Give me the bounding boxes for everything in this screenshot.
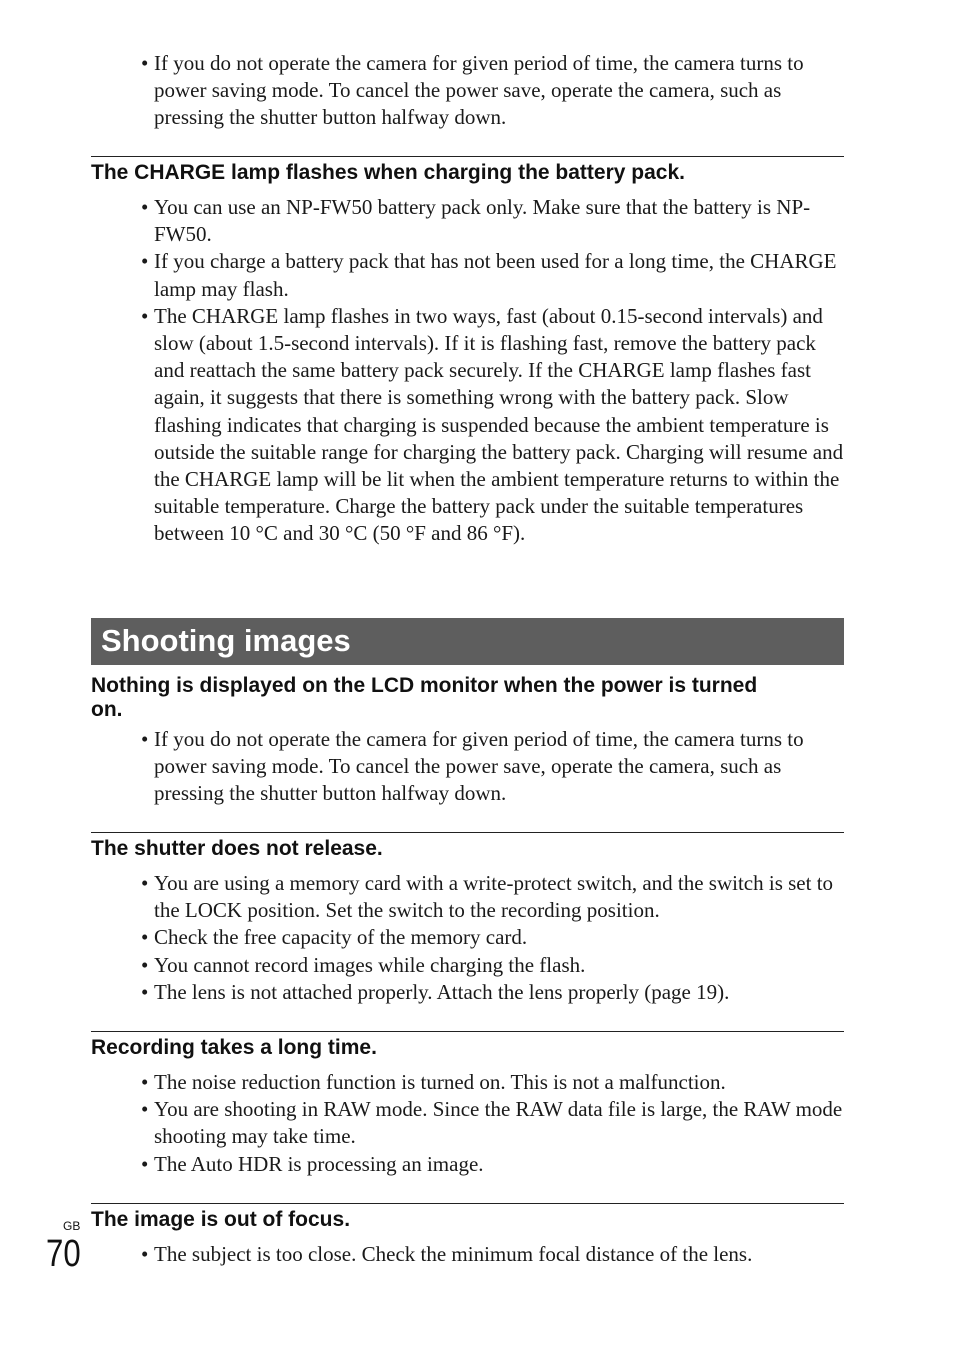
bullet-item: • If you do not operate the camera for given period of time, the camera turns to power saving mode. To cancel the power save, operate the camera, such as pressing the shutter button halfway down. — [0, 50, 954, 132]
bullet-item: • The CHARGE lamp flashes in two ways, fast (about 0.15-second intervals) and slow (about 1.5-second intervals). If it is flashing fast, remove the battery pack and reattach the same battery pack securely. If the CHARGE lamp flashes fast again, it suggests that there is something wrong with the battery pack. Slow flashing indicates that charging is suspended because the ambient temperature is outside the suitable range for charging the battery pack. Charging will resume and the CHARGE lamp will be lit when the ambient temperature returns to within the suitable temperature. Charge the battery pack under the suitable temperatures between 10 °C and 30 °C (50 °F and 86 °F). — [0, 303, 954, 548]
section-divider — [91, 832, 844, 833]
bullet-item: • You cannot record images while charging the flash. — [0, 952, 954, 979]
bullet-item: • The subject is too close. Check the minimum focal distance of the lens. — [0, 1241, 954, 1268]
focus-bullet-list — [0, 1241, 954, 1268]
recording-bullet-list — [0, 1069, 954, 1178]
section-divider — [91, 1031, 844, 1032]
recording-section — [0, 1069, 954, 1178]
charge-section — [0, 194, 954, 548]
shutter-heading: The shutter does not release. — [91, 837, 383, 860]
lcd-section — [0, 726, 954, 808]
bullet-item: • You are shooting in RAW mode. Since the RAW data file is large, the RAW mode shooting may take time. — [0, 1096, 954, 1150]
section-title: Shooting images — [101, 623, 351, 658]
lcd-bullet-list — [0, 726, 954, 808]
page-number: 70 — [46, 1233, 81, 1275]
lcd-heading: Nothing is displayed on the LCD monitor when the power is turned on. — [91, 674, 758, 721]
bullet-item: • You can use an NP-FW50 battery pack only. Make sure that the battery is NP-FW50. — [0, 194, 954, 248]
bullet-item: • The lens is not attached properly. Attach the lens properly (page 19). — [0, 979, 954, 1006]
bullet-item: • If you do not operate the camera for given period of time, the camera turns to power saving mode. To cancel the power save, operate the camera, such as pressing the shutter button halfway down. — [0, 726, 954, 808]
shutter-bullet-list — [0, 870, 954, 1006]
bullet-item: • The noise reduction function is turned on. This is not a malfunction. — [0, 1069, 954, 1096]
intro-section — [0, 50, 954, 132]
focus-heading: The image is out of focus. — [91, 1208, 351, 1231]
section-banner — [91, 618, 844, 665]
bullet-item: • You are using a memory card with a write-protect switch, and the switch is set to the LOCK position. Set the switch to the recording position. — [0, 870, 954, 924]
bullet-item: • The Auto HDR is processing an image. — [0, 1151, 954, 1178]
focus-section — [0, 1241, 954, 1268]
charge-heading: The CHARGE lamp flashes when charging the battery pack. — [91, 161, 685, 184]
charge-bullet-list — [0, 194, 954, 548]
section-divider — [91, 156, 844, 157]
bullet-item: • If you charge a battery pack that has not been used for a long time, the CHARGE lamp may flash. — [0, 248, 954, 302]
bullet-item: • Check the free capacity of the memory card. — [0, 924, 954, 951]
intro-bullet-list — [0, 50, 954, 132]
region-code: GB — [63, 1219, 81, 1233]
shutter-section — [0, 870, 954, 1006]
section-divider — [91, 1203, 844, 1204]
recording-heading: Recording takes a long time. — [91, 1036, 377, 1059]
